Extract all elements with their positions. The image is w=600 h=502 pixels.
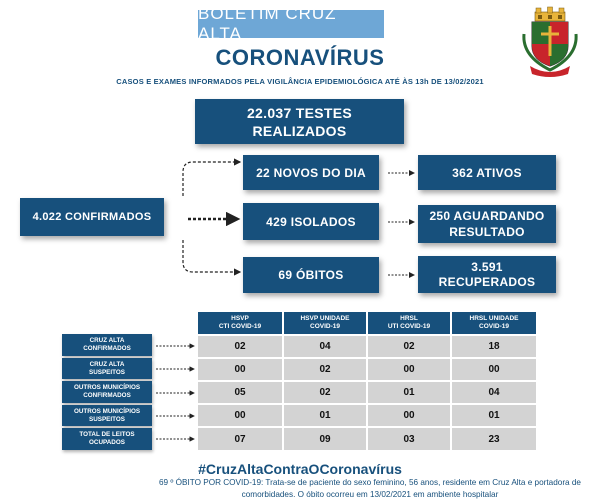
table-cell: 02 — [284, 359, 366, 380]
page-title: CORONAVÍRUS — [215, 45, 385, 70]
table-cell: 00 — [452, 359, 536, 380]
arrow-to-new-cases — [183, 162, 240, 196]
col-header-line2: COVID-19 — [479, 323, 509, 330]
table-cell: 04 — [284, 336, 366, 357]
row-header-line1: OUTROS MUNICÍPIOS — [73, 407, 141, 415]
table-cell: 18 — [452, 336, 536, 357]
table-cell: 05 — [198, 382, 282, 403]
bulletin-info: CASOS E EXAMES INFORMADOS PELA VIGILÂNCIA EPIDEMIOLÓGICA ATÉ ÀS 13h DE 13/02/2021 — [116, 77, 484, 86]
awaiting-label: RESULTADO — [449, 225, 525, 239]
col-header-line2: UTI COVID-19 — [387, 323, 431, 330]
row-header-line1: CRUZ ALTA — [89, 360, 125, 368]
table-cell: 23 — [452, 428, 536, 450]
col-header-line1: HSVP UNIDADE — [300, 314, 350, 322]
death-note: 69 º ÓBITO POR COVID-19: Trata-se de paciente do sexo feminino, 56 anos, residente em Cruz Alta e portadora de comorbidades. O óbito ocorreu em 13/02/2021 em ambiente hospitalar — [159, 478, 581, 499]
row-header-line1: OUTROS MUNICÍPIOS — [73, 384, 141, 392]
awaiting-count: 250 AGUARDANDO — [429, 209, 545, 223]
row-header-line2: OCUPADOS — [89, 439, 125, 446]
col-header-hsvp-unit — [284, 312, 366, 334]
campaign-hashtag: #CruzAltaContraOCoronavírus — [198, 461, 402, 477]
col-header-line1: HSVP — [231, 314, 249, 322]
table-cell: 02 — [284, 382, 366, 403]
col-header-hsvp-cti — [198, 312, 282, 334]
row-header-outros-suspeitos — [62, 405, 152, 426]
col-header-hrsl-unit — [452, 312, 536, 334]
arrow-to-deaths — [183, 240, 240, 272]
col-header-line2: CTI COVID-19 — [218, 323, 262, 330]
table-cell: 01 — [284, 405, 366, 426]
row-header-line2: CONFIRMADOS — [83, 392, 131, 399]
table-cell: 09 — [284, 428, 366, 450]
row-header-outros-confirmados — [62, 381, 152, 403]
bulletin-title: BOLETIM CRUZ ALTA — [198, 10, 384, 38]
table-cell: 02 — [368, 336, 450, 357]
table-cell: 00 — [198, 405, 282, 426]
row-header-line1: CRUZ ALTA — [89, 337, 125, 345]
isolated-label: 429 ISOLADOS — [266, 214, 356, 229]
active-label: 362 ATIVOS — [452, 165, 522, 180]
row-header-line2: SUSPEITOS — [89, 415, 125, 423]
table-cell: 00 — [368, 359, 450, 380]
recovered-count: 3.591 — [471, 259, 503, 274]
col-header-line1: HRSL — [400, 314, 418, 322]
col-header-hrsl-uti — [368, 312, 450, 334]
row-header-cruz-alta-suspeitos — [62, 358, 152, 379]
col-header-line1: HRSL UNIDADE — [469, 314, 519, 322]
table-cell: 07 — [198, 428, 282, 450]
table-cell: 00 — [368, 405, 450, 426]
row-header-line2: SUSPEITOS — [89, 368, 125, 376]
tests-label: REALIZADOS — [252, 122, 347, 139]
table-cell: 04 — [452, 382, 536, 403]
col-header-line2: COVID-19 — [310, 323, 340, 330]
table-cell: 01 — [368, 382, 450, 403]
row-header-cruz-alta-confirmados — [62, 334, 152, 356]
row-header-line1: TOTAL DE LEITOS — [79, 431, 135, 439]
table-cell: 03 — [368, 428, 450, 450]
row-header-total-leitos — [62, 428, 152, 450]
table-cell: 00 — [198, 359, 282, 380]
table-cell: 02 — [198, 336, 282, 357]
confirmed-label: 4.022 CONFIRMADOS — [32, 211, 152, 223]
row-header-line2: CONFIRMADOS — [83, 345, 131, 352]
tests-count: 22.037 TESTES — [246, 104, 353, 121]
recovered-label: RECUPERADOS — [438, 274, 536, 289]
table-cell: 01 — [452, 405, 536, 426]
deaths-label: 69 ÓBITOS — [278, 268, 344, 282]
new-cases-label: 22 NOVOS DO DIA — [256, 165, 366, 180]
